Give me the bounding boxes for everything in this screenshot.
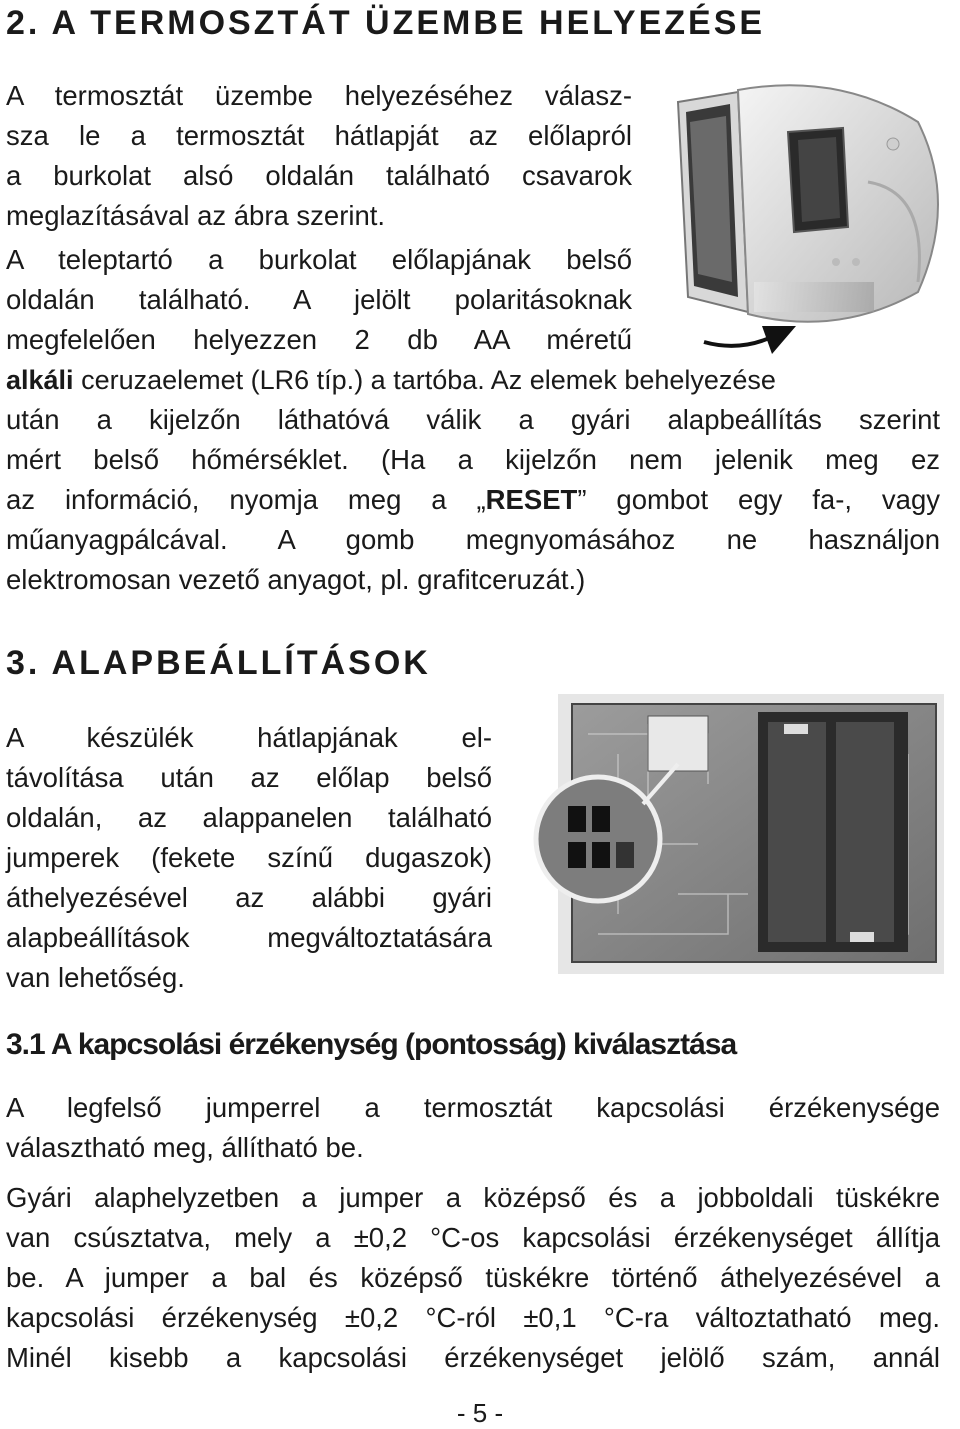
section-3-1-heading: 3.1 A kapcsolási érzékenység (pontosság) kiválasztása [6, 1028, 737, 1061]
thermostat-photo [668, 82, 948, 340]
paragraph-line: Gyári alaphelyzetben a jumper a középső és a jobboldali tüskékre [6, 1182, 940, 1213]
paragraph-line: sza le a termosztát hátlapját az előlapról [6, 120, 632, 151]
arrow-icon [700, 322, 800, 362]
paragraph-line: meglazításával az ábra szerint. [6, 200, 386, 231]
alkali-bold-text: alkáli [6, 365, 74, 395]
paragraph-line-alkali [6, 360, 940, 400]
paragraph-line: jumperek (fekete színű dugaszok) [6, 842, 492, 873]
paragraph-line: van lehetőség. [6, 962, 185, 993]
paragraph-line: oldalán, az alappanelen található [6, 802, 492, 833]
paragraph-line: után a kijelzőn láthatóvá válik a gyári alapbeállítás szerint [6, 404, 940, 435]
reset-before-text: az információ, nyomja meg a „ [6, 484, 486, 515]
paragraph-line-reset [6, 480, 940, 520]
circuit-board-illustration [528, 694, 944, 974]
circuit-board-photo [528, 694, 944, 974]
paragraph-line: a burkolat alsó oldalán található csavarok [6, 160, 632, 191]
paragraph-line: műanyagpálcával. A gomb megnyomásához ne használjon [6, 524, 940, 555]
paragraph-line: alapbeállítások megváltoztatására [6, 922, 492, 953]
paragraph-line: be. A jumper a bal és középső tüskékre történő áthelyezésével a [6, 1262, 940, 1293]
paragraph-line: Minél kisebb a kapcsolási érzékenységet jelölő szám, annál [6, 1342, 940, 1373]
paragraph-line: A készülék hátlapjának el- [6, 722, 492, 753]
paragraph-line: van csúsztatva, mely a ±0,2 °C-os kapcsolási érzékenységet állítja [6, 1222, 940, 1253]
alkali-rest-text: ceruzaelemet (LR6 típ.) a tartóba. Az elemek behelyezése [73, 365, 776, 395]
paragraph-line: távolítása után az előlap belső [6, 762, 492, 793]
page-number: - 5 - [456, 1398, 504, 1428]
thermostat-illustration [668, 82, 948, 340]
paragraph-line: áthelyezésével az alábbi gyári [6, 882, 492, 913]
paragraph-line: kapcsolási érzékenység ±0,2 °C-ról ±0,1 °C-ra változtatható meg. [6, 1302, 940, 1333]
section-3-heading: 3. ALAPBEÁLLÍTÁSOK [6, 644, 431, 682]
paragraph-line: A termosztát üzembe helyezéséhez válasz- [6, 80, 632, 111]
paragraph-line: megfelelően helyezzen 2 db AA méretű [6, 324, 632, 355]
paragraph-line: A teleptartó a burkolat előlapjának belső [6, 244, 632, 275]
paragraph-line: A legfelső jumperrel a termosztát kapcsolási érzékenysége [6, 1092, 940, 1123]
paragraph-line: elektromosan vezető anyagot, pl. grafitceruzát.) [6, 564, 586, 595]
section-2-heading: 2. A TERMOSZTÁT ÜZEMBE HELYEZÉSE [6, 4, 766, 42]
reset-bold-text: RESET [485, 484, 578, 515]
reset-after-text: ” gombot egy fa-, vagy [577, 484, 940, 515]
paragraph-line: választható meg, állítható be. [6, 1132, 364, 1163]
paragraph-line: mért belső hőmérséklet. (Ha a kijelzőn nem jelenik meg ez [6, 444, 940, 475]
paragraph-line: oldalán található. A jelölt polaritásoknak [6, 284, 632, 315]
